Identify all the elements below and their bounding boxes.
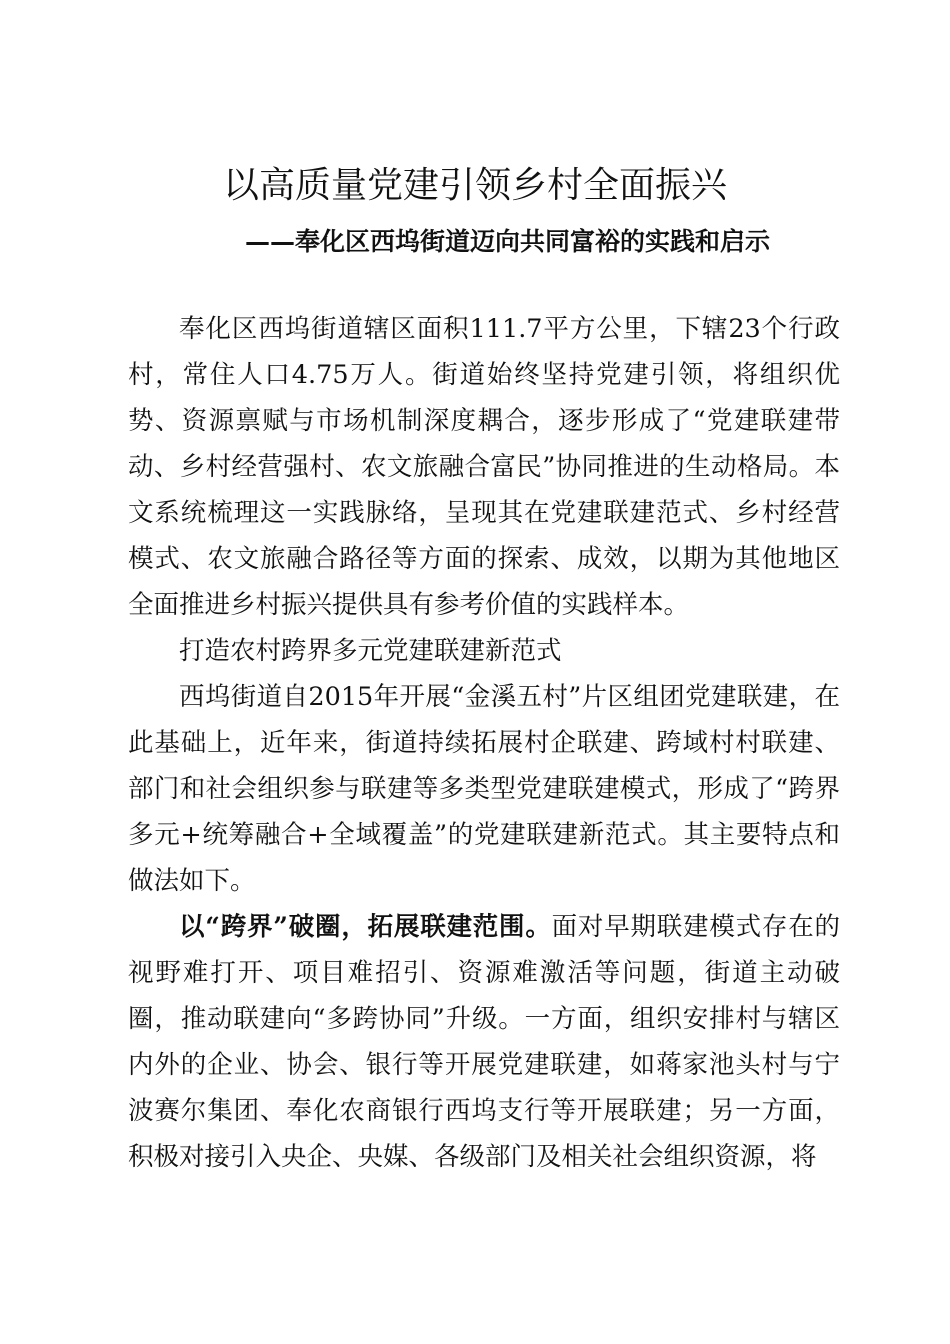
paragraph-intro: 奉化区西坞街道辖区面积111.7平方公里，下辖23个行政村，常住人口4.75万人。街道始终坚持党建引领，将组织优势、资源禀赋与市场机制深度耦合，逐步形成了“党建联建带动、乡村经营强村、农文旅融合富民”协同推进的生动格局。本文系统梳理这一实践脉络，呈现其在党建联建范式、乡村经营模式、农文旅融合路径等方面的探索、成效，以期为其他地区全面推进乡村振兴提供具有参考价值的实践样本。 bbox=[128, 314, 840, 620]
paragraph-cross-border bbox=[128, 904, 840, 1180]
section-heading: 打造农村跨界多元党建联建新范式 bbox=[179, 636, 562, 666]
paragraph-overview: 西坞街道自2015年开展“金溪五村”片区组团党建联建，在此基础上，近年来，街道持续拓展村企联建、跨域村村联建、部门和社会组织参与联建等多类型党建联建模式，形成了“跨界多元+统筹融合+全域覆盖”的党建联建新范式。其主要特点和做法如下。 bbox=[128, 682, 840, 896]
document-subtitle: ——奉化区西坞街道迈向共同富裕的实践和启示 bbox=[245, 227, 771, 256]
document-title: 以高质量党建引领乡村全面振兴 bbox=[222, 165, 727, 206]
paragraph-lead-bold: 以“跨界”破圈，拓展联建范围。 bbox=[179, 912, 552, 942]
paragraph-body: 面对早期联建模式存在的视野难打开、项目难招引、资源难激活等问题，街道主动破圈，推动联建向“多跨协同”升级。一方面，组织安排村与辖区内外的企业、协会、银行等开展党建联建，如蒋家池头村与宁波赛尔集团、奉化农商银行西坞支行等开展联建；另一方面，积极对接引入央企、央媒、各级部门及相关社会组织资源，将 bbox=[128, 912, 840, 1172]
document-body bbox=[128, 306, 840, 1180]
